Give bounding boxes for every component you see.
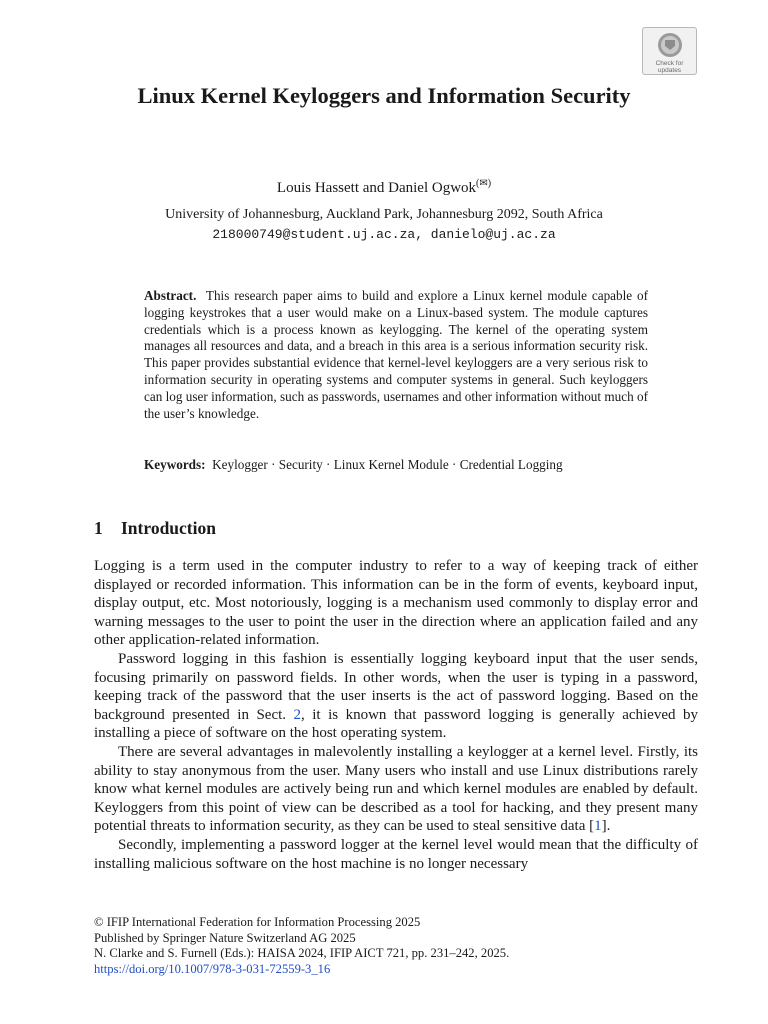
section-number: 1: [94, 518, 103, 538]
paragraph-text: Password logging in this fashion is essentially logging keyboard input that the user sends, focusing primarily on password fields. In other words, when the user is typing in a password, keeping track of the password that the user inserts is the act of password logging. Based on the background presented in Sect.: [94, 650, 698, 723]
paragraph-text: There are several advantages in malevolently installing a keylogger at a kernel level. Firstly, its ability to stay anonymous from the user. Many users who install and use Linux distributions rarely know what kernel modules are actively being run and which kernel modules are enabled by default. Keyloggers from this point of view can be described as a tool for hacking, and they present many potential threats to information security, as they can be used to steal sensitive data [: [94, 743, 698, 835]
abstract: [144, 288, 648, 422]
abstract-label: Abstract.: [144, 288, 197, 303]
badge-label: Check for updates: [655, 60, 684, 74]
section-title: Introduction: [121, 518, 216, 538]
check-for-updates-icon: [655, 31, 685, 59]
section-heading: [94, 517, 216, 539]
doi-link[interactable]: https://doi.org/10.1007/978-3-031-72559-3_16: [94, 961, 331, 976]
keywords: [144, 456, 648, 473]
footer: [94, 915, 509, 977]
body-text: [94, 557, 698, 873]
section-reference-link[interactable]: 2: [293, 706, 302, 723]
keywords-text: Keylogger · Security · Linux Kernel Module · Credential Logging: [212, 457, 563, 472]
paragraph-text: , it is known that password logging is generally achieved by installing a piece of software on the host operating system.: [94, 706, 698, 742]
paragraph: [94, 743, 698, 836]
author-line: [0, 175, 768, 197]
abstract-text: This research paper aims to build and explore a Linux kernel module capable of logging keystrokes that a user would make on a Linux-based system. The module captures credentials which is a process known as keylogging. The kernel of the operating system manages all resources and data, and a breach in this area is a serious information security risk. This paper provides substantial evidence that kernel-level keyloggers are a very serious risk to information security in operating systems and computer systems in general. Such keyloggers can log user information, such as passwords, usernames and other information without much of the user’s knowledge.: [144, 288, 648, 421]
copyright-line: © IFIP International Federation for Information Processing 2025: [94, 915, 421, 929]
paragraph: Logging is a term used in the computer industry to refer to a way of keeping track of either displayed or recorded information. This information can be in the form of events, keyboard input, display output, etc. Most notoriously, logging is a mechanism used commonly to display error and warning messages to the user to point the user in the direction where an application failed and any other application-related information.: [94, 558, 698, 649]
paragraph-text: ].: [601, 818, 611, 835]
author-emails[interactable]: 218000749@student.uj.ac.za, danielo@uj.ac.za: [212, 227, 556, 242]
paper-title: Linux Kernel Keyloggers and Information Security: [137, 83, 631, 108]
keywords-label: Keywords:: [144, 457, 206, 472]
publisher-line: Published by Springer Nature Switzerland AG 2025: [94, 930, 356, 945]
citation-line: N. Clarke and S. Furnell (Eds.): HAISA 2024, IFIP AICT 721, pp. 231–242, 2025.: [94, 946, 510, 961]
author-names: Louis Hassett and Daniel Ogwok: [276, 180, 477, 196]
paragraph: Secondly, implementing a password logger at the kernel level would mean that the difficulty of installing malicious software on the host machine is no longer necessary: [94, 836, 698, 872]
check-for-updates-badge[interactable]: [642, 27, 697, 75]
citation-link[interactable]: 1: [594, 818, 602, 835]
corresponding-author-mark[interactable]: (✉): [476, 178, 492, 189]
affiliation: University of Johannesburg, Auckland Park, Johannesburg 2092, South Africa: [165, 207, 603, 222]
paragraph: [94, 650, 698, 743]
